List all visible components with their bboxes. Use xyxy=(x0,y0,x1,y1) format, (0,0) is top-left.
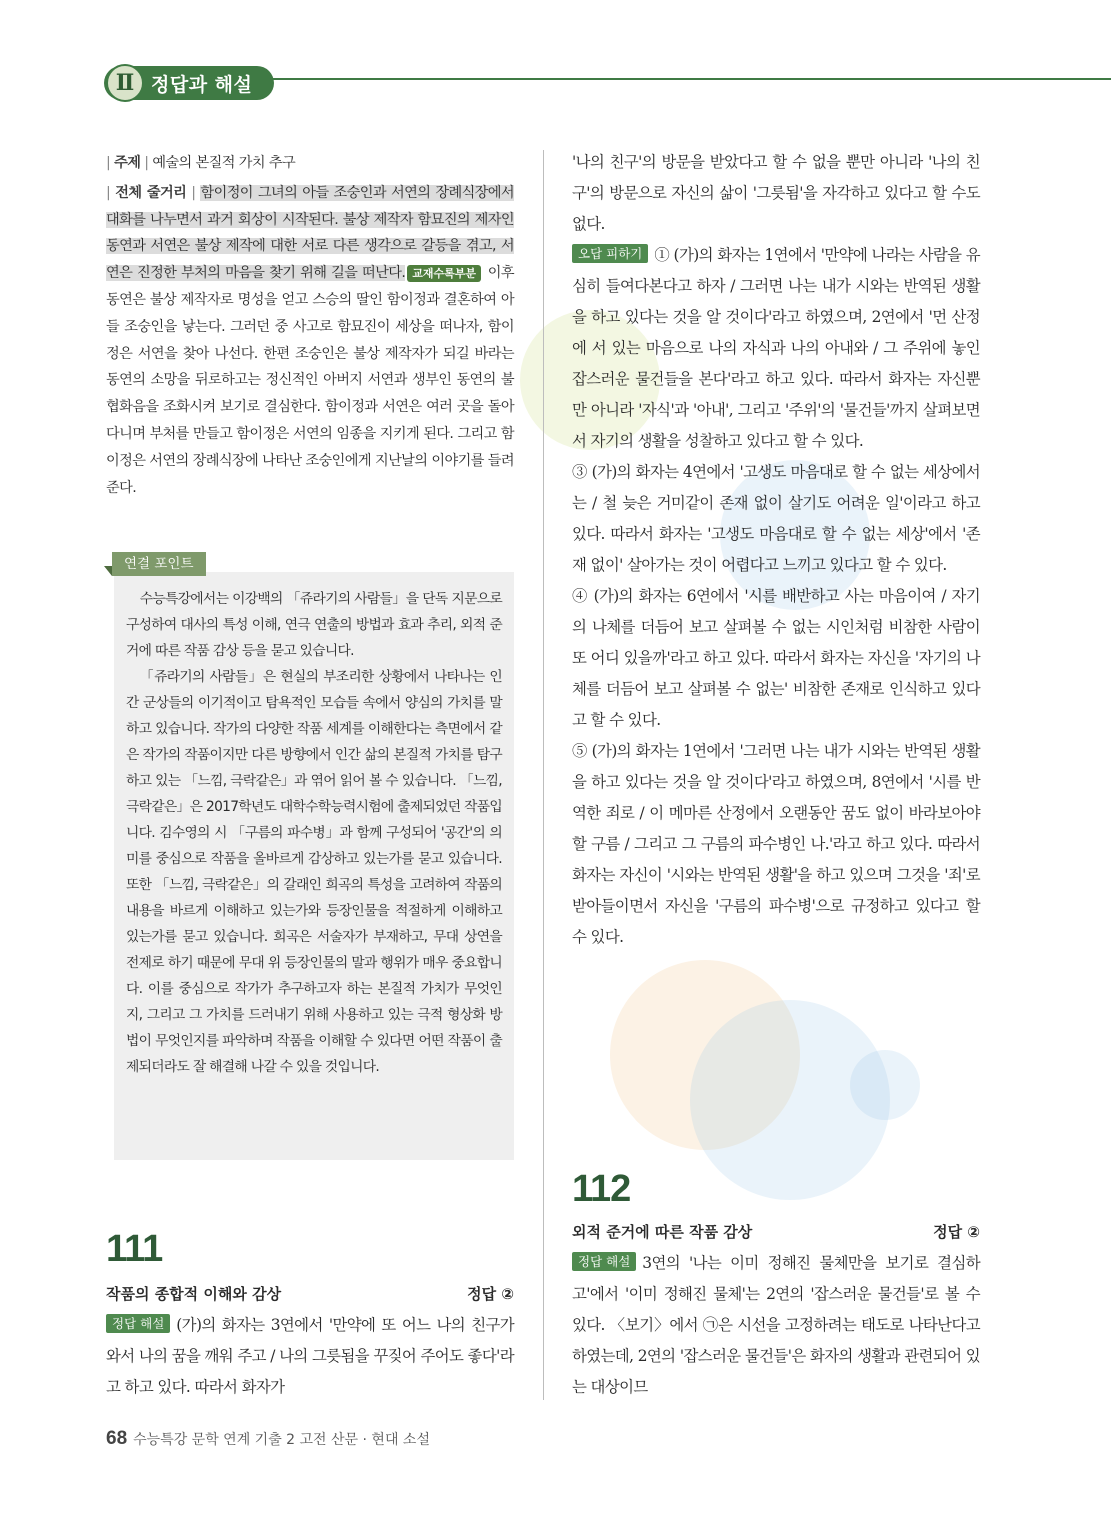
wrong-answer-tag: 오답 피하기 xyxy=(572,244,648,263)
work-summary xyxy=(106,150,514,501)
link-point-paragraph: 「쥬라기의 사람들」은 현실의 부조리한 상황에서 나타나는 인간 군상들의 이기적이고 탐욕적인 모습들 속에서 양심의 가치를 말하고 있습니다. 작가의 다양한 작품 세계를 이해한다는 측면에서 같은 작가의 작품이지만 다른 방향에서 인간 삶의 본질적 가치를 탐구하고 있는 「느낌, 극락같은」과 엮어 읽어 볼 수 있습니다. 「느낌, 극락같은」은 2017학년도 대학수학능력시험에 출제되었던 작품입니다. 김수영의 시 「구름의 파수병」과 함께 구성되어 '공간'의 의미를 중심으로 작품을 올바르게 감상하고 있는가를 묻고 있습니다. 또한 「느낌, 극락같은」의 갈래인 희곡의 특성을 고려하여 작품의 내용을 바르게 이해하고 있는가와 등장인물을 적절하게 이해하고 있는가를 묻고 있습니다. 희곡은 서술자가 부재하고, 무대 상연을 전제로 하기 때문에 무대 위 등장인물의 말과 행위가 매우 중요합니다. 이를 중심으로 작가가 추구하고자 하는 본질적 가치가 무엇인지, 그리고 그 가치를 드러내기 위해 사용하고 있는 극적 형상화 방법이 무엇인지를 파악하며 작품을 이해할 수 있다면 어떤 작품이 출제되더라도 잘 해결해 나갈 수 있을 것입니다. xyxy=(126,669,502,1075)
wrong-answer-1-text: ① (가)의 화자는 1연에서 '만약에 나라는 사람을 유심히 들여다본다고 하자 / 그러면 나는 내가 시와는 반역된 생활을 하고 있다는 것을 알 것이다'라고 하였으며, 2연에서 '먼 산정에 서 있는 마음으로 나의 자식과 나의 아내와 / 그 주위에 놓인 잡스러운 물건들을 본다'라고 하고 있다. 따라서 화자는 자신뿐만 아니라 '자식'과 '아내', 그리고 '주위'의 '물건들'까지 살펴보면서 자기의 생활을 성찰하고 있다고 할 수 있다. xyxy=(572,246,980,450)
theme-text: 예술의 본질적 가치 추구 xyxy=(152,155,296,171)
theme-line: | 주제 | 예술의 본질적 가치 추구 xyxy=(106,155,296,171)
question-112 xyxy=(572,1168,980,1403)
question-title: 작품의 종합적 이해와 감상 xyxy=(106,1285,282,1303)
answer-explanation-text: (가)의 화자는 3연에서 '만약에 또 어느 나의 친구가 와서 나의 꿈을 깨워 주고 / 나의 그릇됨을 꾸짖어 주어도 좋다'라고 하고 있다. 따라서 화자가 xyxy=(106,1316,514,1396)
answer-explanation xyxy=(106,1310,514,1403)
header-title: 정답과 해설 xyxy=(151,74,253,96)
link-point-paragraph: 수능특강에서는 이강백의 「쥬라기의 사람들」을 단독 지문으로 구성하여 대사의 특성 이해, 연극 연출의 방법과 효과 추리, 외적 준거에 따른 작품 감상 등을 묻고 있습니다. xyxy=(126,591,502,659)
plot-paragraph: | 전체 줄거리 | 함이정이 그녀의 아들 조숭인과 서연의 장례식장에서 대화를 나누면서 과거 회상이 시작된다. 불상 제작자 함묘진의 제자인 동연과 서연은 불상 제작에 대한 서로 다른 생각으로 갈등을 겪고, 서연은 진정한 부처의 마음을 찾기 위해 길을 떠난다. 교재수록부분 이후 동연은 불상 제작자로 명성을 얻고 스승의 딸인 함이정과 결혼하여 아들 조숭인을 낳는다. 그러던 중 사고로 함묘진이 세상을 떠나자, 함이정은 서연을 찾아 나선다. 한편 조숭인은 불상 제작자가 되길 바라는 동연의 소망을 뒤로하고는 정신적인 아버지 서연과 생부인 동연의 불협화음을 조화시켜 보기로 결심한다. 함이정과 서연은 여러 곳을 돌아다니며 부처를 만들고 함이정은 서연의 임종을 지키게 된다. 그리고 함이정은 서연의 장례식장에 나타난 조숭인에게 지난날의 이야기를 들려준다. xyxy=(106,184,514,496)
textbook-sticker: 교재수록부분 xyxy=(407,265,481,282)
answer-explanation-tag: 정답 해설 xyxy=(106,1314,170,1333)
answer-label: 정답 ② xyxy=(467,1285,514,1303)
theme-label: 주제 xyxy=(114,155,141,171)
answer-explanation-tag: 정답 해설 xyxy=(572,1252,636,1271)
question-111 xyxy=(106,1228,514,1403)
question-number: 111 xyxy=(106,1228,163,1270)
wrong-answer-5: ⑤ (가)의 화자는 1연에서 '그러면 나는 내가 시와는 반역된 생활을 하고 있다는 것을 알 것이다'라고 하였으며, 8연에서 '시를 반역한 죄로 / 이 메마른 산정에서 오랜동안 꿈도 없이 바라보아야 할 구름 / 그리고 그 구름의 파수병인 나.'라고 하고 있다. 따라서 화자는 자신이 '시와는 반역된 생활'을 하고 있으며 그것을 '죄'로 받아들이면서 자신을 '구름의 파수병'으로 규정하고 있다고 할 수 있다. xyxy=(572,742,980,946)
answer-label: 정답 ② xyxy=(933,1223,980,1241)
explanation-continued: '나의 친구'의 방문을 받았다고 할 수 없을 뿐만 아니라 '나의 친구'의 방문으로 자신의 삶이 '그릇됨'을 자각하고 있다고 할 수도 없다. xyxy=(572,153,980,233)
column-divider xyxy=(543,150,544,1400)
page-number: 68 xyxy=(106,1428,128,1449)
wrong-answer-1 xyxy=(572,240,980,457)
wrong-answer-3: ③ (가)의 화자는 4연에서 '고생도 마음대로 할 수 없는 세상에서는 / 철 늦은 거미같이 존재 없이 살기도 어려운 일'이라고 하고 있다. 따라서 화자는 '고생도 마음대로 할 수 없는 세상'에서 '존재 없이' 살아가는 것이 어렵다고 느끼고 있다고 할 수 있다. xyxy=(572,463,980,574)
watermark-circle-blue-3 xyxy=(850,1050,920,1120)
link-point-text xyxy=(126,586,502,1080)
chapter-numeral: Ⅱ xyxy=(106,64,144,102)
answer-explanation-text: 3연의 '나는 이미 정해진 물체만을 보기로 결심하고'에서 '이미 정해진 물체'는 2연의 '잡스러운 물건들'로 볼 수 있다. 〈보기〉에서 ㉠은 시선을 고정하려는 태도로 나타난다고 하였는데, 2연의 '잡스러운 물건들'은 화자의 생활과 관련되어 있는 대상이므 xyxy=(572,1254,980,1396)
header-rule xyxy=(262,78,1111,80)
wrong-answer-4: ④ (가)의 화자는 6연에서 '시를 배반하고 사는 마음이여 / 자기의 나체를 더듬어 보고 살펴볼 수 없는 시인처럼 비참한 사람이 또 어디 있을까'라고 하고 있다. 따라서 화자는 자신을 '자기의 나체를 더듬어 보고 살펴볼 수 없는' 비참한 존재로 인식하고 있다고 할 수 있다. xyxy=(572,587,980,729)
question-title: 외적 준거에 따른 작품 감상 xyxy=(572,1223,753,1241)
right-column xyxy=(572,147,980,953)
answer-explanation xyxy=(572,1248,980,1403)
question-title-row xyxy=(106,1283,514,1304)
page-footer xyxy=(106,1428,430,1450)
plot-highlight: 함이정이 그녀의 아들 조숭인과 서연의 장례식장에서 대화를 나누면서 과거 회상이 시작된다. 불상 제작자 함묘진의 제자인 동연과 서연은 불상 제작에 대한 서로 다른 생각으로 갈등을 겪고, 서연은 진정한 부처의 마음을 찾기 위해 길을 떠난다. xyxy=(106,184,514,282)
book-title: 수능특강 문학 연계 기출 2 고전 산문 · 현대 소설 xyxy=(133,1432,430,1448)
question-number: 112 xyxy=(572,1168,631,1210)
plot-rest: 이후 동연은 불상 제작자로 명성을 얻고 스승의 딸인 함이정과 결혼하여 아들 조숭인을 낳는다. 그러던 중 사고로 함묘진이 세상을 떠나자, 함이정은 서연을 찾아 나선다. 한편 조숭인은 불상 제작자가 되길 바라는 동연의 소망을 뒤로하고는 정신적인 아버지 서연과 생부인 동연의 불협화음을 조화시켜 보기로 결심한다. 함이정과 서연은 여러 곳을 돌아다니며 부처를 만들고 함이정은 서연의 임종을 지키게 된다. 그리고 함이정은 서연의 장례식장에 나타난 조숭인에게 지난날의 이야기를 들려준다. xyxy=(106,265,514,496)
link-point-tab-fold xyxy=(104,566,112,576)
plot-label: 전체 줄거리 xyxy=(115,184,187,201)
link-point-tab: 연결 포인트 xyxy=(112,552,206,576)
question-title-row xyxy=(572,1221,980,1242)
